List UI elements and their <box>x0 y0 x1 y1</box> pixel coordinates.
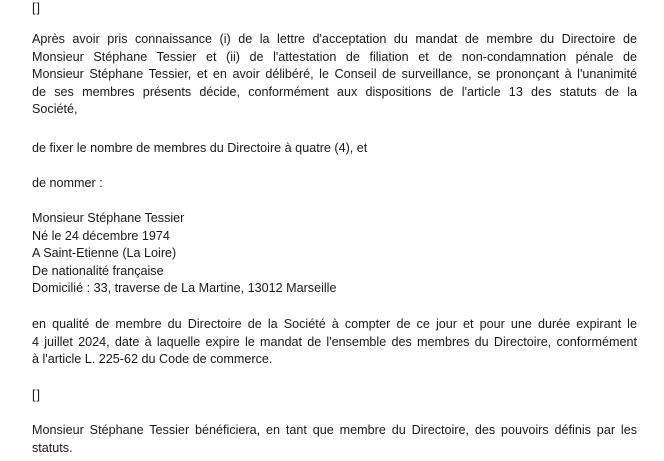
decision-appoint: de nommer : <box>32 176 103 190</box>
omission-bracket-top: [] <box>32 1 41 15</box>
intro-paragraph <box>32 31 637 119</box>
appointee-birth-date: Né le 24 décembre 1974 <box>32 228 170 243</box>
appointee-nationality: De nationalité française <box>32 263 164 278</box>
intro-line: Monsieur Stéphane Tessier et (ii) de l'attestation de filiation et de non-condamnation pénale de <box>32 49 637 64</box>
term-line: en qualité de membre du Directoire de la Société à compter de ce jour et pour une durée expirant le <box>32 317 637 331</box>
term-line: à l'article L. 225-62 du Code de commerce. <box>32 352 273 366</box>
intro-line: Monsieur Stéphane Tessier, et en avoir délibéré, le Conseil de surveillance, se prononçant à l'unanimité <box>32 67 637 81</box>
powers-paragraph <box>32 422 637 457</box>
intro-line: de ses membres présents décide, conformément aux dispositions de l'article 13 des statuts de la <box>32 84 637 99</box>
appointee-birth-place: A Saint-Etienne (La Loire) <box>32 246 177 260</box>
powers-line: statuts. <box>32 440 73 455</box>
term-paragraph <box>32 316 637 369</box>
intro-line: Après avoir pris connaissance (i) de la lettre d'acceptation du mandat de membre du Directoire de <box>32 32 637 46</box>
term-line: 4 juillet 2024, date à laquelle expire le mandat de l'ensemble des membres du Directoire, conformément <box>32 334 637 349</box>
appointee-details <box>32 210 637 298</box>
appointee-address: Domicilié : 33, traverse de La Martine, 13012 Marseille <box>32 281 337 295</box>
omission-bracket-middle: [] <box>32 388 41 402</box>
decision-fix-members: de fixer le nombre de membres du Directoire à quatre (4), et <box>32 141 368 155</box>
powers-line: Monsieur Stéphane Tessier bénéficiera, en tant que membre du Directoire, des pouvoirs définis par les <box>32 423 637 437</box>
appointee-name: Monsieur Stéphane Tessier <box>32 211 185 225</box>
intro-line: Société, <box>32 102 78 116</box>
